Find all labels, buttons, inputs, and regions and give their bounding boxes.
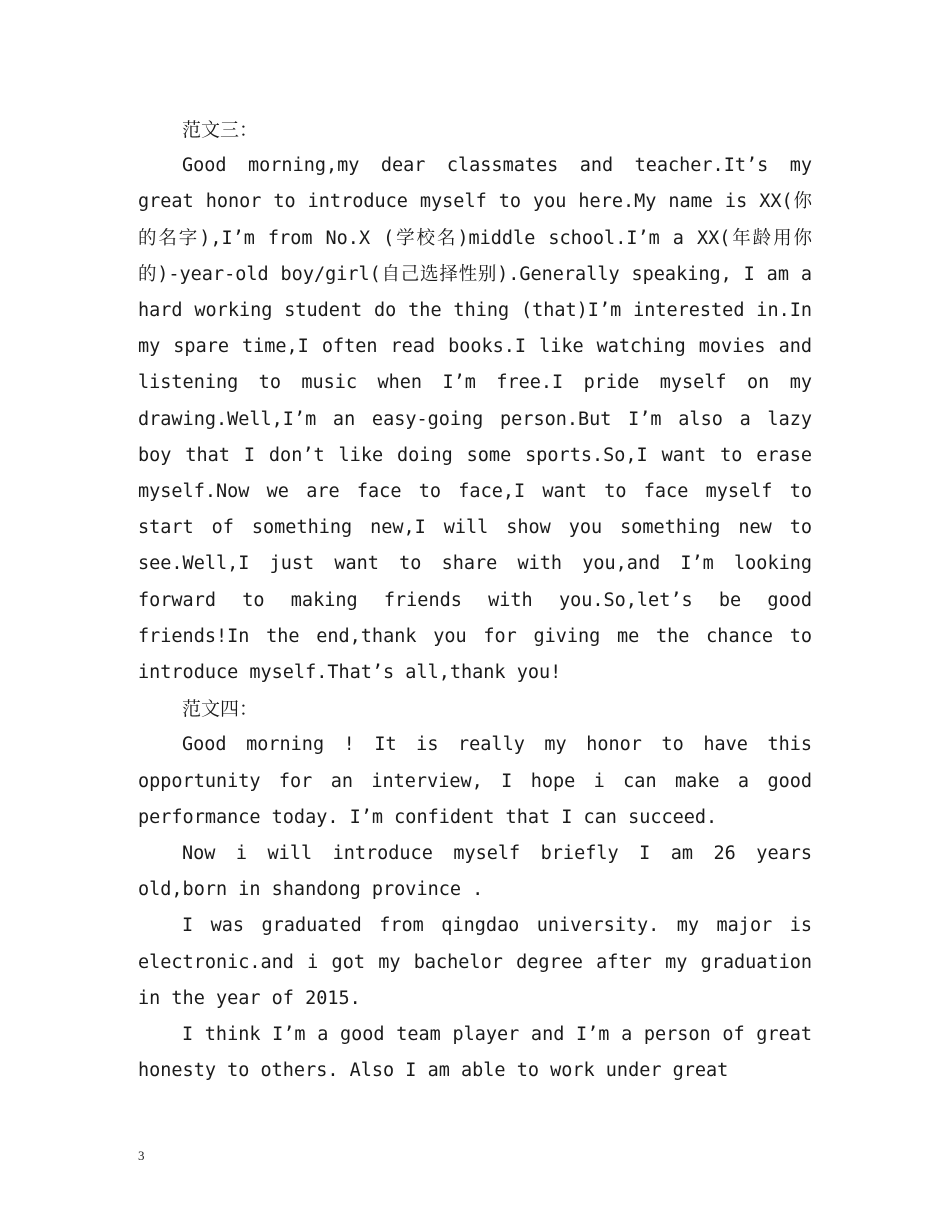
paragraph-personality: I think I’m a good team player and I’m a person of great honesty to others. Also I am able to work under great (138, 1024, 812, 1082)
paragraph-brief-intro: Now i will introduce myself briefly I am 26 years old,born in shandong province . (138, 843, 812, 901)
document-body (138, 112, 812, 1089)
section-heading-4: 范文四： (182, 698, 259, 721)
paragraph-self-intro-classmates: Good morning,my dear classmates and teacher.It’s my great honor to introduce myself to you here.My name is XX(你的名字),I’m from No.X (学校名)middle school.I’m a XX(年龄用你的)-year-old boy/girl(自己选择性别).Generally speaking, I am a hard working student do the thing (that)I’m interested in.In my spare time,I often read books.I like watching movies and listening to music when I’m free.I pride myself on my drawing.Well,I’m an easy-going person.But I’m also a lazy boy that I don’t like doing some sports.So,I want to erase myself.Now we are face to face,I want to face myself to start of something new,I will show you something new to see.Well,I just want to share with you,and I’m looking forward to making friends with you.So,let’s be good friends!In the end,thank you for giving me the chance to introduce myself.That’s all,thank you! (138, 155, 812, 684)
paragraph-interview-greeting: Good morning ! It is really my honor to have this opportunity for an interview, I hope i can make a good performance today. I’m confident that I can succeed. (138, 734, 812, 828)
section-heading-3: 范文三： (182, 119, 259, 141)
paragraph-education: I was graduated from qingdao university. my major is electronic.and i got my bachelor degree after my graduation in the year of 2015. (138, 915, 812, 1009)
page-number: 3 (138, 1148, 145, 1163)
